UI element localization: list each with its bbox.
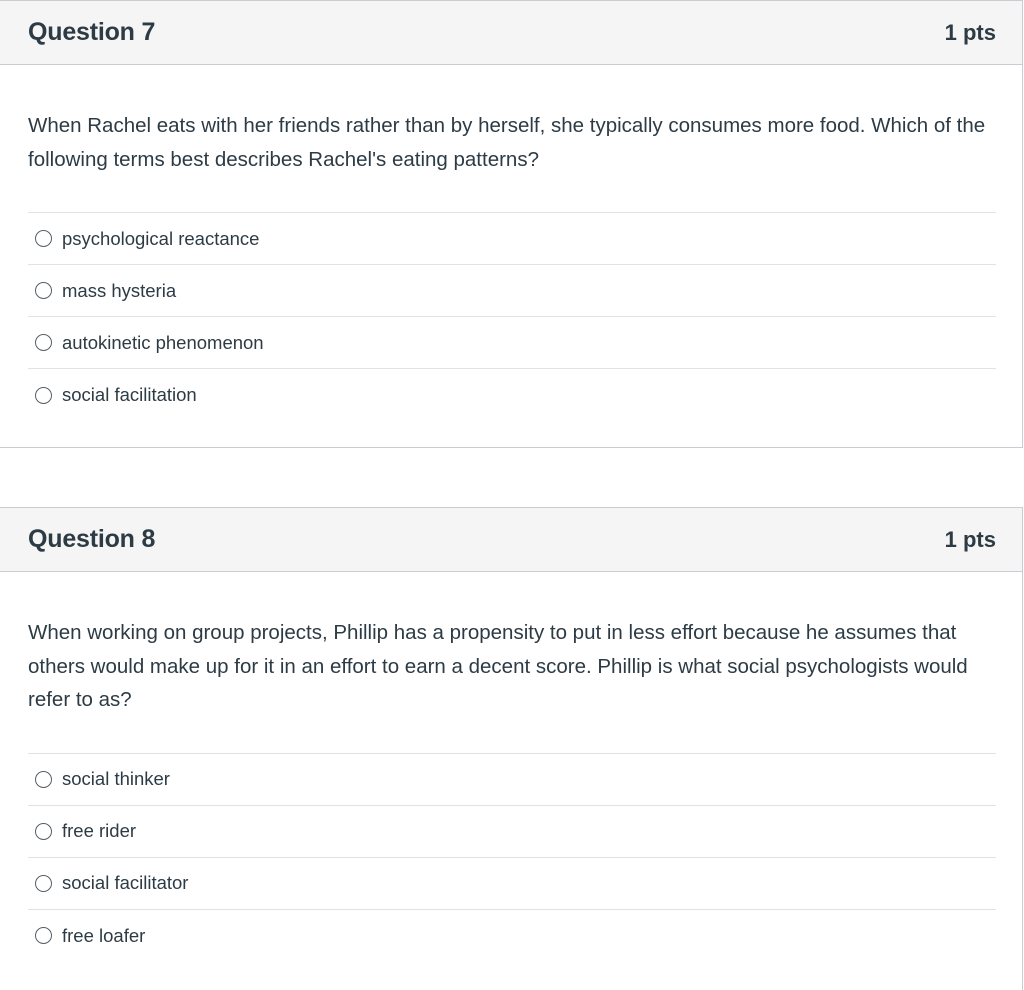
radio-button[interactable] (35, 334, 52, 351)
question-points: 1 pts (944, 526, 996, 552)
answer-label[interactable]: psychological reactance (62, 227, 260, 249)
radio-button[interactable] (35, 282, 52, 299)
question-text: When working on group projects, Phillip has a propensity to put in less effort because he assumes that others would make up for it in an effort to earn a decent score. Phillip is what social psychologists would refer to as? (28, 621, 968, 711)
radio-button[interactable] (35, 927, 52, 944)
question-title: Question 8 (28, 525, 156, 553)
question-text: When Rachel eats with her friends rather than by herself, she typically consumes more food. Which of the following terms best describes Rachel's eating patterns? (28, 114, 986, 171)
answer-label[interactable]: autokinetic phenomenon (62, 331, 264, 353)
answer-option[interactable] (28, 910, 996, 962)
answer-option[interactable] (28, 265, 996, 317)
question-7-card (0, 0, 1023, 448)
question-points: 1 pts (944, 19, 996, 45)
radio-button[interactable] (35, 230, 52, 247)
answer-label[interactable]: mass hysteria (62, 279, 177, 301)
radio-button[interactable] (35, 875, 52, 892)
radio-button[interactable] (35, 823, 52, 840)
radio-button[interactable] (35, 771, 52, 788)
answer-label[interactable]: social facilitation (62, 384, 197, 405)
answer-label[interactable]: social facilitator (62, 872, 189, 893)
question-header (0, 508, 1022, 572)
answer-option[interactable] (28, 754, 996, 806)
answer-option[interactable] (28, 858, 996, 910)
answer-option[interactable] (28, 213, 996, 265)
answer-list (28, 753, 996, 962)
question-8-card (0, 507, 1023, 990)
question-title: Question 7 (28, 18, 156, 46)
answer-option[interactable] (28, 806, 996, 858)
answer-label[interactable]: free loafer (62, 924, 146, 946)
answer-label[interactable]: free rider (62, 820, 137, 841)
answer-option[interactable] (28, 369, 996, 421)
answer-label[interactable]: social thinker (62, 768, 170, 789)
question-header (0, 1, 1022, 65)
radio-button[interactable] (35, 387, 52, 404)
answer-option[interactable] (28, 317, 996, 369)
answer-list (28, 212, 996, 421)
